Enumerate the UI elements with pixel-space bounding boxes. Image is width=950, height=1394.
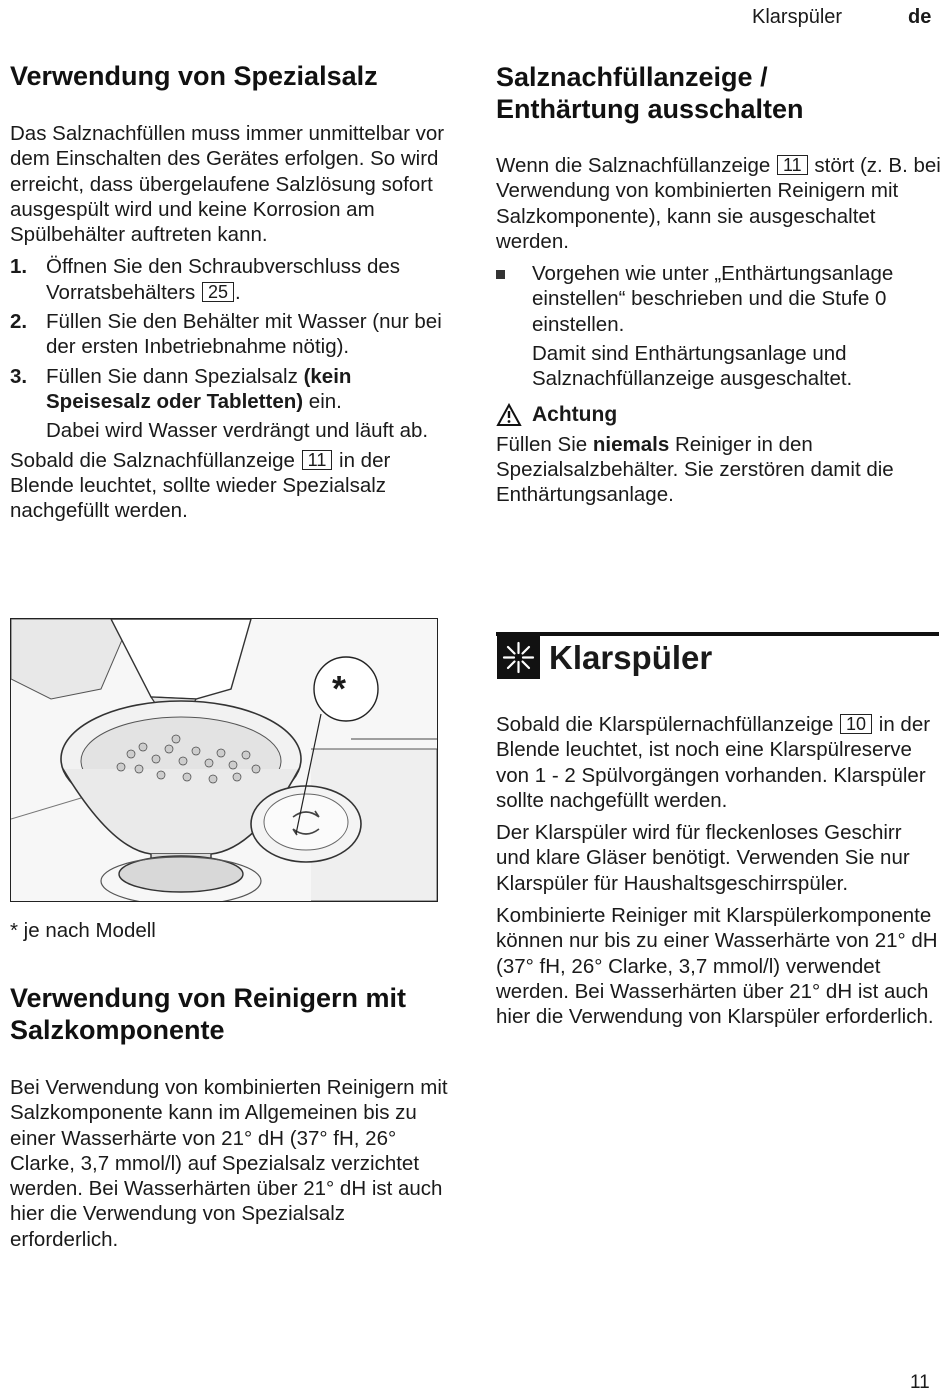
reference-number-box: 11: [777, 155, 808, 175]
intro-text-end: stört (z. B. bei Verwendung von kombinierten Reinigern mit Salzkomponente), kann sie ausgeschaltet werden.: [496, 154, 941, 253]
bullet-item: [496, 261, 941, 337]
step-2: [10, 309, 450, 360]
reference-number-box: 10: [840, 714, 872, 734]
salt-filling-illustration: [10, 618, 438, 902]
figure-caption: * je nach Modell: [10, 919, 156, 942]
warning-emphasis: niemals: [592, 432, 670, 456]
section-title-disable-indicator: Salznachfüllanzeige / Enthärtung ausschalten: [496, 62, 804, 124]
disable-indicator-body: [496, 153, 941, 508]
rinse-aid-paragraph-1: [496, 712, 941, 813]
paragraph-text-end: in der Blende leuchtet, ist noch eine Klarspülreserve von 1 - 2 Spülvorgängen vorhanden. Klarspüler sollte nachgefüllt werden.: [496, 713, 931, 812]
warning-heading: [496, 402, 941, 428]
running-header-language: de: [908, 6, 932, 28]
step-number: 1.: [10, 255, 28, 279]
figure-asterisk-callout: *: [332, 668, 347, 709]
rinse-aid-body: [496, 712, 941, 1030]
step-text-end: .: [235, 280, 241, 304]
rinse-aid-paragraph-3: Kombinierte Reiniger mit Klarspülerkomponente können nur bis zu einer Wasserhärte von 21° dH (37° fH, 26° Clarke, 3,7 mmol/l) verwendet werden. Bei Wasserhärten über 21° dH ist auch hier die Verwendung von Klarspüler erforderlich.: [496, 904, 938, 1029]
warning-triangle-icon: [496, 403, 522, 427]
bullet-square-icon: [496, 270, 505, 279]
intro-text: Wenn die Salznachfüllanzeige: [496, 154, 771, 177]
paragraph-text: Sobald die Klarspülernachfüllanzeige: [496, 713, 834, 736]
warning-text-start: Füllen Sie: [496, 432, 588, 456]
warning-text: [496, 432, 941, 508]
reference-number-box: 11: [302, 450, 333, 470]
section-title-combi-cleaners: Verwendung von Reinigern mit Salzkomponente: [10, 983, 407, 1045]
step-number: 3.: [10, 364, 28, 388]
bullet-note: Damit sind Enthärtungsanlage und Salznachfüllanzeige ausgeschaltet.: [532, 342, 853, 391]
closing-text-end: in der Blende leuchtet, sollte wieder Spezialsalz nachgefüllt werden.: [10, 448, 391, 523]
step-text: Öffnen Sie den Schraubverschluss des Vorratsbehälters: [46, 255, 401, 304]
section-title-special-salt: Verwendung von Spezialsalz: [10, 61, 378, 91]
warning-text-end: Reiniger in den Spezialsalzbehälter. Sie zerstören damit die Enthärtungsanlage.: [496, 432, 894, 507]
rinse-aid-sparkle-icon: [497, 636, 540, 679]
step-text: Füllen Sie den Behälter mit Wasser (nur bei der ersten Inbetriebnahme nötig).: [46, 310, 442, 359]
disable-intro: [496, 153, 941, 254]
chapter-title-rinse-aid: Klarspüler: [549, 639, 713, 676]
bullet-text: Vorgehen wie unter „Enthärtungsanlage einstellen“ beschrieben und die Stufe 0 einstellen.: [532, 262, 894, 336]
step-1: [10, 254, 450, 305]
step-3-note: Dabei wird Wasser verdrängt und läuft ab.: [46, 419, 429, 443]
rinse-aid-paragraph-2: Der Klarspüler wird für fleckenloses Geschirr und klare Gläser benötigt. Verwenden Sie nur Klarspüler für Haushaltsgeschirrspüler.: [496, 821, 910, 895]
step-3: [10, 364, 450, 415]
chapter-rule: [496, 632, 939, 636]
warning-title: Achtung: [532, 402, 618, 426]
step-text-emphasis: (kein Speisesalz oder Tabletten): [46, 364, 352, 413]
combi-cleaners-text: Bei Verwendung von kombinierten Reinigern mit Salzkomponente kann im Allgemeinen bis zu einer Wasserhärte von 21° dH (37° fH, 26° Clarke, 3,7 mmol/l) auf Spezialsalz verzichtet werden. Bei Wasserhärten über 21° dH ist auch hier die Verwendung von Spezialsalz erforderlich.: [10, 1076, 448, 1251]
page-number: 11: [910, 1372, 930, 1393]
reference-number-box: 25: [202, 282, 234, 302]
step-text: Füllen Sie dann Spezialsalz: [46, 364, 298, 388]
step-number: 2.: [10, 310, 28, 334]
closing-text: Sobald die Salznachfüllanzeige: [10, 448, 295, 472]
special-salt-body: [10, 121, 450, 523]
special-salt-intro: Das Salznachfüllen muss immer unmittelbar vor dem Einschalten des Gerätes erfolgen. So wird erreicht, dass übergelaufene Salzlösung sofort ausgespült wird und keine Korrosion am Spülbehälter auftreten kann.: [10, 122, 445, 247]
step-text-end: ein.: [308, 389, 342, 413]
salt-funnel-drawing: [11, 619, 437, 901]
running-header-section: Klarspüler: [752, 6, 843, 28]
salt-refill-closing: [10, 448, 450, 524]
